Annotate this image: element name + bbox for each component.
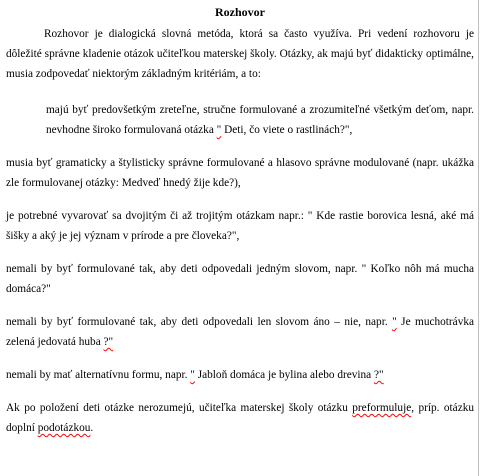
document-title: Rozhovor — [215, 5, 265, 19]
criterion-5-question: Je muchotrávka zelená jedovatá huba — [6, 316, 475, 348]
criterion-2-paragraph: musia byť gramaticky a štylisticky správne formulované a hlasovo správne modulované (napr. ukážka zle formulovanej otázky: Medveď hnedý žije kde?), — [6, 157, 474, 189]
criterion-6-end-mark: ?" — [374, 369, 384, 381]
criterion-1-text: majú byť predovšetkým zreteľne, stručne formulované a zrozumiteľné všetkým deťom, napr. nevhodne široko formulovaná otázka — [46, 104, 474, 136]
criterion-6-question: Jabloň domáca je bylina alebo drevina — [194, 369, 375, 381]
criterion-5-paragraph — [6, 312, 474, 352]
intro-paragraph: Rozhovor je dialogická slovná metóda, ktorá sa často využíva. Pri vedení rozhovoru je dôležité správne kladenie otázok učiteľkou materskej školy. Otázky, ak majú byť didakticky optimálne, musia zodpovedať niektorým základným kritériám, a to: — [6, 28, 474, 80]
closing-paragraph — [6, 398, 474, 438]
spellcheck-word-preformuluje: preformuluje — [352, 402, 412, 414]
criterion-1-quote-mark: " — [216, 124, 222, 136]
spellcheck-word-podotazkou: podotázkou — [37, 422, 91, 434]
closing-text-end: . — [90, 422, 94, 434]
document-body — [6, 4, 474, 438]
criterion-1-paragraph — [6, 100, 474, 140]
closing-text-middle: , príp. otázku doplní — [6, 402, 475, 434]
criterion-3-paragraph: je potrebné vyvarovať sa dvojitým či až trojitým otázkam napr.: " Kde rastie borovica lesná, aké má šišky a aký je jej význam v prírode a pre človeka?", — [6, 210, 474, 242]
criterion-5-text: nemali by byť formulované tak, aby deti odpovedali len slovom áno – nie, napr. — [6, 316, 393, 328]
criterion-6-quote-mark: " — [190, 369, 195, 381]
criterion-6-text: nemali by mať alternatívnu formu, napr. — [6, 369, 191, 381]
criterion-5-quote-mark: " — [392, 316, 397, 328]
criterion-4-paragraph: nemali by byť formulované tak, aby deti odpovedali jedným slovom, napr. " Koľko nôh má mucha domáca?" — [6, 263, 474, 295]
criterion-5-end-mark: ?" — [103, 336, 114, 348]
closing-text: Ak po položení deti otázke nerozumejú, učiteľka materskej školy otázku — [6, 402, 353, 414]
page-edge — [478, 0, 479, 476]
criterion-1-question: Deti, čo viete o rastlinách?", — [221, 124, 353, 136]
criterion-6-paragraph — [6, 365, 474, 385]
